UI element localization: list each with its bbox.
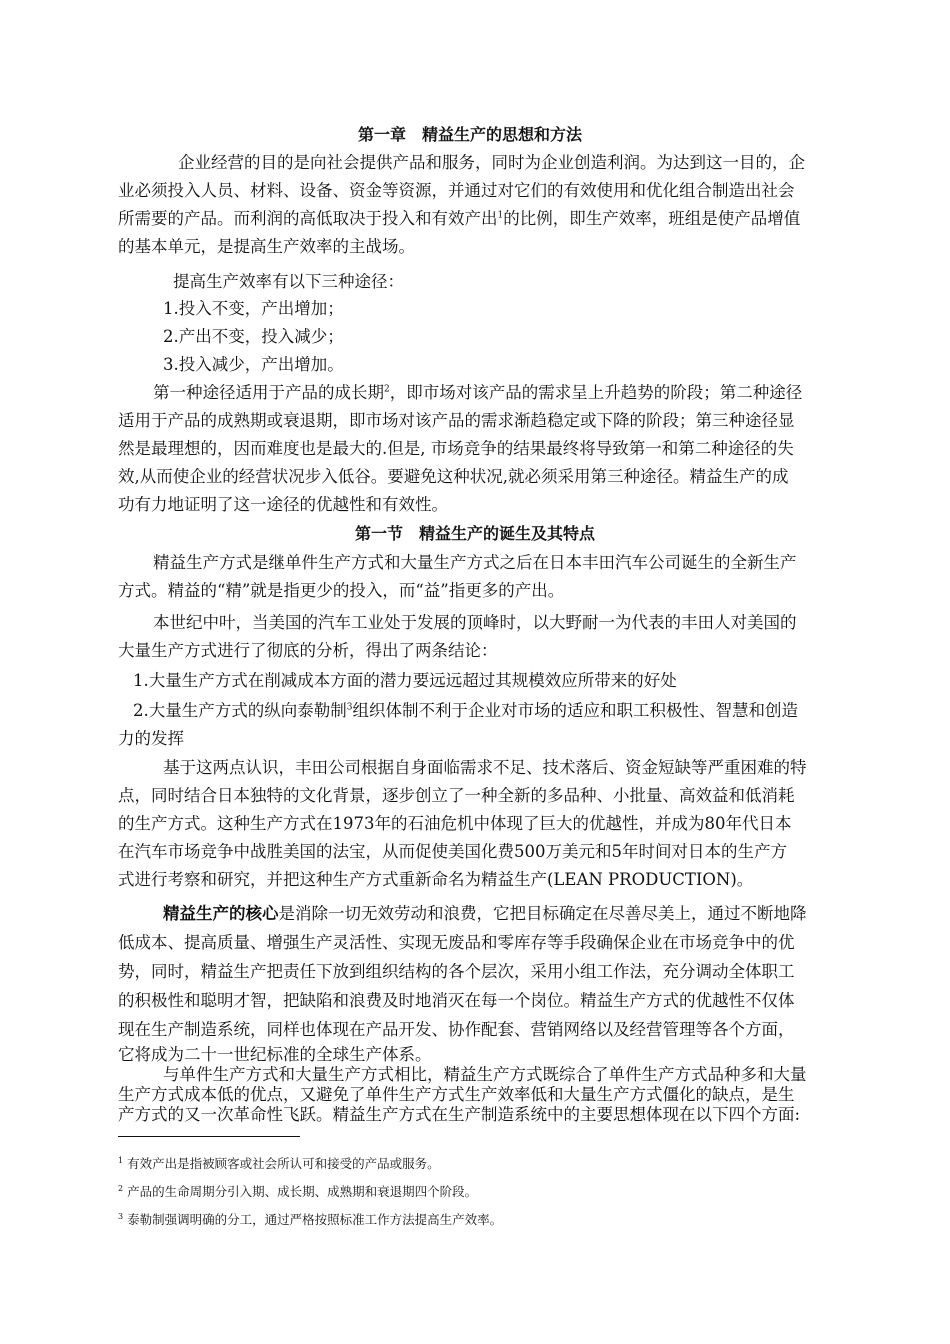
para4-line-1: 本世纪中叶，当美国的汽车工业处于发展的顶峰时，以大野耐一为代表的丰田人对美国的 [153, 613, 797, 632]
para5-line-2: 点，同时结合日本独特的文化背景，逐步创立了一种全新的多品种、小批量、高效益和低消耗 [118, 786, 795, 805]
core-term: 精益生产的核心 [163, 904, 279, 923]
intro-line-4: 的基本单元，是提高生产效率的主战场。 [118, 237, 415, 256]
para6-line-4: 的积极性和聪明才智，把缺陷和浪费及时地消灭在每一个岗位。精益生产方式的优越性不仅体 [118, 991, 795, 1010]
para7-line-2: 生产方式成本低的优点，又避免了单件生产方式生产效率低和大量生产方式僵化的缺点，是生 [118, 1085, 795, 1104]
conclusion-2-cont: 力的发挥 [118, 729, 184, 748]
footnote-ref-3: 3 [346, 702, 353, 713]
para5-line-5: 式进行考察和研究，并把这种生产方式重新命名为精益生产(LEAN PRODUCTION)。 [118, 870, 754, 889]
para5-line-1: 基于这两点认识，丰田公司根据自身面临需求不足、技术落后、资金短缺等严重困难的特 [163, 758, 807, 777]
para6-line-5: 现在生产制造系统，同样也体现在产品开发、协作配套、营销网络以及经营管理等各个方面， [118, 1020, 795, 1039]
way-item-2: 2.产出不变，投入减少； [163, 327, 344, 346]
para6-line-3: 势，同时，精益生产把责任下放到组织结构的各个层次，采用小组工作法，充分调动全体职工 [118, 962, 795, 981]
para5-line-4: 在汽车市场竞争中战胜美国的法宝，从而促使美国化费500万美元和5年时间对日本的生产方 [118, 842, 787, 861]
ways-lead: 提高生产效率有以下三种途径： [173, 272, 404, 291]
para2-line-2: 适用于产品的成熟期或衰退期，即市场对该产品的需求渐趋稳定或下降的阶段；第三种途径显 [118, 411, 795, 430]
footnote-ref-2: 2 [384, 384, 390, 395]
conclusion-1: 1.大量生产方式在削减成本方面的潜力要远远超过其规模效应所带来的好处 [133, 671, 677, 690]
para6-line-6: 它将成为二十一世纪标准的全球生产体系。 [118, 1045, 432, 1064]
section-title: 第一节 精益生产的诞生及其特点 [355, 524, 596, 543]
footnote-2: $^2$ 产品的生命周期分引入期、成长期、成熟期和衰退期四个阶段。 [118, 1183, 478, 1199]
para2-line-5: 功有力地证明了这一途径的优越性和有效性。 [118, 495, 448, 514]
footnote-ref-1: 1 [497, 210, 504, 221]
intro-line-3: 所需要的产品。而利润的高低取决于投入和有效产出$^1$的比例，即生产效率，班组是使产品增值 [118, 209, 801, 228]
para7-line-1: 与单件生产方式和大量生产方式相比，精益生产方式既综合了单件生产方式品种多和大量 [163, 1065, 807, 1084]
para2-line-3: 然是最理想的，因而难度也是最大的.但是, 市场竞争的结果最终将导致第一和第二种途径的失 [118, 439, 794, 458]
para3-line-2: 方式。精益的“精”就是指更少的投入，而“益”指更多的产出。 [118, 581, 565, 600]
footnote-3: $^3$ 泰勒制强调明确的分工，通过严格按照标准工作方法提高生产效率。 [118, 1211, 503, 1227]
para2-line-1: 第一种途径适用于产品的成长期$^2$，即市场对该产品的需求呈上升趋势的阶段；第二种途径 [153, 383, 803, 402]
way-item-1: 1.投入不变，产出增加； [163, 299, 344, 318]
para6-line-2: 低成本、提高质量、增强生产灵活性、实现无废品和零库存等手段确保企业在市场竞争中的优 [118, 933, 795, 952]
para2-line-4: 效,从而使企业的经营状况步入低谷。要避免这种状况,就必须采用第三种途径。精益生产的成 [118, 467, 789, 486]
para5-line-3: 的生产方式。这种生产方式在1973年的石油危机中体现了巨大的优越性，并成为80年代日本 [118, 814, 792, 833]
para7-line-3: 产方式的又一次革命性飞跃。精益生产方式在生产制造系统中的主要思想体现在以下四个方面: [118, 1105, 801, 1124]
intro-line-1: 企业经营的目的是向社会提供产品和服务，同时为企业创造利润。为达到这一目的，企 [178, 153, 805, 172]
footnote-separator [118, 1136, 300, 1137]
way-item-3: 3.投入减少，产出增加。 [163, 355, 344, 374]
intro-line-2: 业必须投入人员、材料、设备、资金等资源，并通过对它们的有效使用和优化组合制造出社会 [118, 181, 795, 200]
para4-line-2: 大量生产方式进行了彻底的分析，得出了两条结论： [118, 641, 498, 660]
para6-line-1: 精益生产的核心是消除一切无效劳动和浪费，它把目标确定在尽善尽美上，通过不断地降 [163, 904, 807, 923]
para3-line-1: 精益生产方式是继单件生产方式和大量生产方式之后在日本丰田汽车公司诞生的全新生产 [153, 553, 797, 572]
footnote-1: $^1$ 有效产出是指被顾客或社会所认可和接受的产品或服务。 [118, 1155, 440, 1171]
conclusion-2: 2.大量生产方式的纵向泰勒制$^3$组织体制不利于企业对市场的适应和职工积极性、智慧和创造 [133, 701, 798, 720]
chapter-title: 第一章 精益生产的思想和方法 [358, 125, 583, 144]
